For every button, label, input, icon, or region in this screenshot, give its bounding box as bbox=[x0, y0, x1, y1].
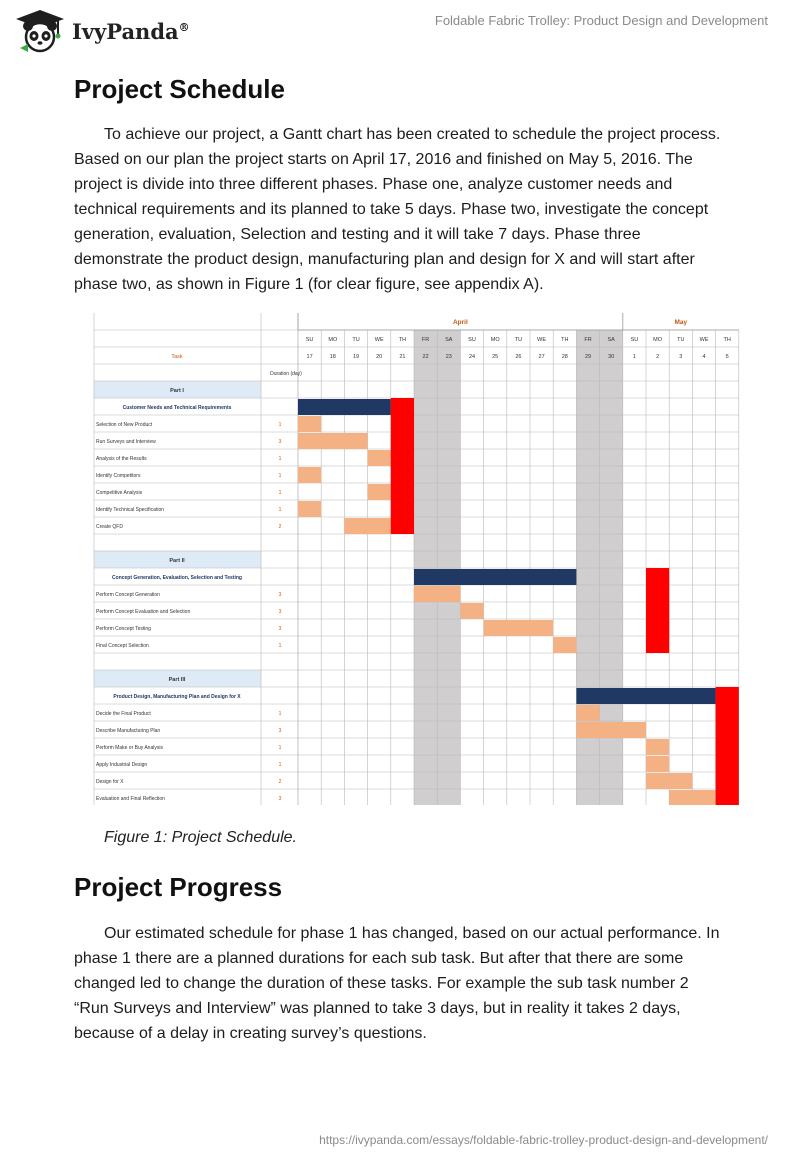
day-of-week-label: SA bbox=[445, 337, 453, 343]
task-bar bbox=[576, 705, 599, 721]
task-label: Analysis of the Results bbox=[96, 456, 147, 462]
day-of-week-label: WE bbox=[537, 337, 547, 343]
task-duration: 1 bbox=[278, 745, 282, 751]
task-bar bbox=[368, 450, 391, 466]
logo[interactable] bbox=[14, 8, 190, 54]
task-bar bbox=[460, 603, 483, 619]
day-of-week-label: MO bbox=[490, 337, 500, 343]
task-bar bbox=[298, 467, 321, 483]
day-date-label: 3 bbox=[679, 354, 683, 360]
month-label: May bbox=[674, 319, 688, 326]
task-label: Run Surveys and Interview bbox=[96, 439, 156, 445]
panda-logo-icon bbox=[14, 8, 66, 54]
task-duration: 2 bbox=[278, 524, 282, 530]
document-title: Foldable Fabric Trolley: Product Design and Development bbox=[434, 13, 768, 28]
day-of-week-label: MO bbox=[328, 337, 338, 343]
day-of-week-label: TH bbox=[561, 337, 569, 343]
weekend-column bbox=[437, 330, 460, 805]
section-title-project-schedule: Project Schedule bbox=[74, 74, 285, 104]
day-of-week-label: SU bbox=[468, 337, 476, 343]
task-label: Create QFD bbox=[96, 524, 123, 530]
task-label: Evaluation and Final Reflection bbox=[96, 796, 165, 802]
phase-label: Customer Needs and Technical Requirements bbox=[122, 405, 232, 411]
milestone-marker bbox=[391, 398, 414, 534]
day-date-label: 30 bbox=[608, 354, 615, 360]
day-date-label: 18 bbox=[329, 354, 336, 360]
day-of-week-label: TH bbox=[398, 337, 407, 343]
phase-bar bbox=[298, 399, 391, 415]
task-bar bbox=[344, 518, 390, 534]
phase-bar bbox=[576, 688, 715, 704]
task-duration: 1 bbox=[278, 456, 282, 462]
day-date-label: 24 bbox=[468, 354, 476, 360]
task-bar bbox=[298, 433, 368, 449]
day-date-label: 23 bbox=[445, 354, 452, 360]
task-bar bbox=[669, 790, 715, 805]
page-header bbox=[0, 0, 800, 62]
task-bar bbox=[646, 739, 669, 755]
task-duration: 1 bbox=[278, 711, 282, 717]
day-date-label: 21 bbox=[399, 354, 406, 360]
task-duration: 2 bbox=[278, 779, 282, 785]
logo-text: IvyPanda® bbox=[72, 18, 190, 44]
task-label: Decide the Final Product bbox=[96, 711, 151, 717]
day-of-week-label: WE bbox=[374, 337, 384, 343]
task-label: Perform Concept Testing bbox=[96, 626, 151, 632]
task-duration: 1 bbox=[278, 473, 282, 479]
day-date-label: 19 bbox=[352, 354, 360, 360]
day-of-week-label: WE bbox=[699, 337, 709, 343]
phase-label: Product Design, Manufacturing Plan and Design for X bbox=[113, 694, 241, 700]
task-label: Design for X bbox=[96, 779, 124, 785]
task-bar bbox=[576, 722, 646, 738]
day-of-week-label: SA bbox=[607, 337, 615, 343]
day-date-label: 1 bbox=[632, 354, 636, 360]
project-progress-paragraph: Our estimated schedule for phase 1 has changed, based on our actual performance. In phase 1 there are a planned durations for each sub task. But after that there are some changed led to change the duration of these tasks. For example the sub task number 2 “Run Surveys and Interview” was planned to take 3 days, but in reality it takes 2 days, because of a delay in creating survey’s questions. bbox=[74, 925, 720, 1042]
task-bar bbox=[298, 501, 321, 517]
month-label: April bbox=[452, 319, 468, 326]
task-column-header: Task bbox=[171, 354, 183, 360]
task-duration: 1 bbox=[278, 490, 282, 496]
day-date-label: 29 bbox=[584, 354, 592, 360]
milestone-marker bbox=[716, 687, 739, 805]
day-date-label: 2 bbox=[656, 354, 660, 360]
day-date-label: 17 bbox=[306, 354, 313, 360]
task-duration: 1 bbox=[278, 422, 282, 428]
task-label: Selection of New Product bbox=[96, 422, 153, 428]
gantt-chart bbox=[92, 313, 742, 805]
task-label: Perform Concept Generation bbox=[96, 592, 160, 598]
task-label: Perform Make or Buy Analysis bbox=[96, 745, 163, 751]
phase-label: Concept Generation, Evaluation, Selection and Testing bbox=[112, 575, 242, 581]
day-of-week-label: TH bbox=[723, 337, 731, 343]
day-date-label: 26 bbox=[515, 354, 522, 360]
part-label: Part I bbox=[170, 388, 184, 394]
day-date-label: 4 bbox=[702, 354, 706, 360]
part-label: Part III bbox=[168, 677, 186, 683]
day-of-week-label: SU bbox=[630, 337, 639, 343]
task-duration: 1 bbox=[278, 762, 282, 768]
day-of-week-label: TU bbox=[514, 337, 523, 343]
task-duration: 3 bbox=[278, 728, 282, 734]
task-bar bbox=[553, 637, 576, 653]
task-label: Perform Concept Evaluation and Selection bbox=[96, 609, 191, 615]
task-label: Identify Technical Specification bbox=[96, 507, 165, 513]
day-of-week-label: FR bbox=[584, 337, 592, 343]
milestone-marker bbox=[646, 568, 669, 653]
task-label: Final Concept Selection bbox=[96, 643, 149, 649]
task-bar bbox=[298, 416, 321, 432]
day-of-week-label: TU bbox=[677, 337, 685, 343]
task-bar bbox=[414, 586, 460, 602]
day-date-label: 27 bbox=[538, 354, 545, 360]
day-of-week-label: TU bbox=[352, 337, 360, 343]
task-bar bbox=[484, 620, 554, 636]
section-title-project-progress: Project Progress bbox=[74, 872, 283, 902]
day-of-week-label: SU bbox=[305, 337, 314, 343]
task-duration: 1 bbox=[278, 643, 282, 649]
task-bar bbox=[368, 484, 391, 500]
task-duration: 3 bbox=[278, 592, 282, 598]
part-label: Part II bbox=[169, 558, 185, 564]
day-date-label: 20 bbox=[376, 354, 383, 360]
day-of-week-label: MO bbox=[653, 337, 663, 343]
task-label: Apply Industrial Design bbox=[96, 762, 148, 768]
task-duration: 1 bbox=[278, 507, 282, 513]
task-duration: 3 bbox=[278, 626, 282, 632]
phase-bar bbox=[414, 569, 576, 585]
task-label: Identify Competitors bbox=[96, 473, 141, 479]
task-duration: 3 bbox=[278, 796, 282, 802]
task-label: Competitive Analysis bbox=[96, 490, 143, 496]
duration-column-header: Duration (day) bbox=[270, 371, 302, 377]
day-of-week-label: FR bbox=[421, 337, 430, 343]
project-schedule-paragraph: To achieve our project, a Gantt chart has been created to schedule the project process. Based on our plan the project starts on April 17, 2016 and finished on May 5, 2016. The project is divide into three different phases. Phase one, analyze customer needs and technical requirements and its planned to take 5 days. Phase two, investigate the concept generation, evaluation, Selection and testing and it will take 7 days. Phase three demonstrate the product design, manufacturing plan and design for X and will start after phase two, as shown in Figure 1 (for clear figure, see appendix A). bbox=[74, 126, 721, 293]
task-bar bbox=[646, 756, 669, 772]
figure-caption: Figure 1: Project Schedule. bbox=[104, 829, 297, 846]
task-bar bbox=[646, 773, 692, 789]
day-date-label: 28 bbox=[561, 354, 568, 360]
task-label: Describe Manufacturing Plan bbox=[96, 728, 161, 734]
day-date-label: 22 bbox=[422, 354, 429, 360]
day-date-label: 25 bbox=[492, 354, 499, 360]
footer-url[interactable]: https://ivypanda.com/essays/foldable-fabric-trolley-product-design-and-development/ bbox=[319, 1133, 768, 1147]
task-duration: 3 bbox=[278, 609, 282, 615]
task-duration: 3 bbox=[278, 439, 282, 445]
weekend-column bbox=[414, 330, 437, 805]
day-date-label: 5 bbox=[725, 354, 729, 360]
